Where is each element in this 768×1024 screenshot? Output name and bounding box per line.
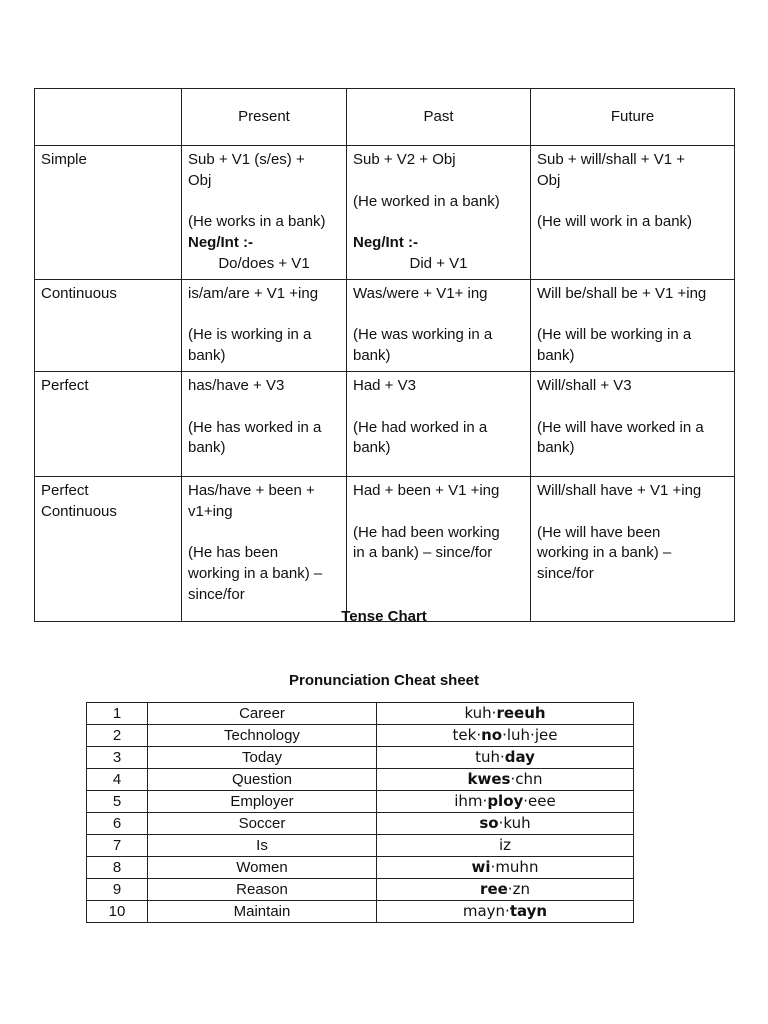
phonetic-text [475,748,535,766]
phonetic-syllable: tek· [452,726,482,744]
tense-cell-label [35,476,182,621]
cell-line: Perfect [41,481,89,499]
pronunciation-word: Soccer [148,813,377,835]
phonetic-syllable: ree [480,880,508,898]
cell-line [353,305,524,326]
cell-line: (He worked in a bank) [353,192,500,210]
cell-line: (He will work in a bank) [537,213,693,231]
tense-row [35,371,735,476]
cell-line: Had + V3 [353,376,416,394]
cell-line: Perfect [41,376,89,394]
pronunciation-phonetic [377,747,634,769]
cell-line: working in a bank) – [537,544,672,562]
pronunciation-phonetic [377,791,634,813]
pronunciation-row [87,747,634,769]
cell-line: Will/shall have + V1 +ing [537,481,702,499]
phonetic-syllable: ·zn [507,880,530,898]
pronunciation-word: Technology [148,725,377,747]
cell-line: Continuous [41,284,117,302]
phonetic-syllable: wi [471,858,491,876]
cell-line: bank) [188,439,226,457]
cell-line [188,192,340,213]
cell-line: working in a bank) – [188,565,323,583]
cell-line [353,212,524,233]
cell-line: has/have + V3 [188,376,285,394]
cell-line: (He is working in a [188,326,312,344]
pronunciation-phonetic [377,725,634,747]
phonetic-syllable: ·luh·jee [502,726,558,744]
phonetic-syllable: day [504,748,535,766]
pronunciation-number: 10 [87,901,148,923]
cell-line: (He was working in a [353,326,493,344]
tense-header-row [35,89,735,146]
cell-line: bank) [537,347,575,365]
pronunciation-word: Career [148,703,377,725]
tense-cell-future [531,371,735,476]
cell-line [353,502,524,523]
tense-cell-future [531,279,735,371]
phonetic-syllable: ·chn [510,770,543,788]
tense-cell-present [182,371,347,476]
cell-line: Neg/Int :- [353,234,418,252]
phonetic-syllable: ·eee [523,792,556,810]
tense-cell-present [182,279,347,371]
tense-cell-present [182,146,347,280]
cell-line: Do/does + V1 [218,254,310,272]
cell-line: Will be/shall be + V1 +ing [537,284,707,302]
cell-line: Had + been + V1 +ing [353,481,500,499]
tense-cell-label [35,279,182,371]
cell-line: Sub + V2 + Obj [353,151,456,168]
tense-cell-past [347,476,531,621]
pronunciation-number: 1 [87,703,148,725]
cell-line: Will/shall + V3 [537,376,632,394]
cell-line: (He had been working [353,523,500,541]
cell-line: Did + V1 [409,254,468,272]
pronunciation-number: 3 [87,747,148,769]
tense-row [35,279,735,371]
pronunciation-phonetic [377,813,634,835]
phonetic-text [453,726,558,744]
phonetic-text [468,770,543,788]
cell-line [188,305,340,326]
pronunciation-number: 6 [87,813,148,835]
pronunciation-phonetic [377,879,634,901]
pronunciation-row [87,901,634,923]
cell-line [353,397,524,418]
phonetic-syllable: kuh· [464,704,497,722]
phonetic-syllable: ·kuh [498,814,531,832]
pronunciation-phonetic [377,901,634,923]
cell-line: since/for [188,585,245,603]
cell-line: Neg/Int :- [188,234,253,252]
pronunciation-word: Question [148,769,377,791]
phonetic-syllable: iz [498,836,512,854]
cell-line: bank) [188,347,226,365]
phonetic-syllable: mayn· [462,902,510,920]
pronunciation-row [87,769,634,791]
pronunciation-number: 4 [87,769,148,791]
pronunciation-number: 9 [87,879,148,901]
pronunciation-number: 2 [87,725,148,747]
cell-line: (He has worked in a [188,418,322,436]
cell-line: since/for [537,565,594,583]
tense-cell-future [531,476,735,621]
pronunciation-row [87,835,634,857]
pronunciation-caption: Pronunciation Cheat sheet [288,672,480,689]
pronunciation-word: Reason [148,879,377,901]
tense-row [35,476,735,621]
phonetic-syllable: ·muhn [490,858,539,876]
pronunciation-row [87,857,634,879]
phonetic-text [479,814,530,832]
tense-header-blank [35,89,182,146]
cell-line: Continuous [41,502,117,520]
tense-cell-past [347,146,531,280]
tense-chart-caption: Tense Chart [341,608,427,625]
tense-cell-label [35,371,182,476]
pronunciation-phonetic [377,857,634,879]
cell-line: (He will have been [537,523,661,541]
cell-line: Obj [537,171,561,189]
cell-line [537,502,728,523]
pronunciation-row [87,879,634,901]
pronunciation-word: Is [148,835,377,857]
cell-line [188,523,340,544]
cell-line [537,192,728,213]
phonetic-text [454,792,556,810]
pronunciation-number: 8 [87,857,148,879]
cell-line: (He will be working in a [537,326,692,344]
phonetic-syllable: ploy [487,792,524,810]
tense-table [34,88,735,622]
pronunciation-row [87,813,634,835]
cell-line: in a bank) – since/for [353,544,493,562]
cell-line [353,171,524,192]
cell-line: is/am/are + V1 +ing [188,284,319,302]
phonetic-syllable: no [481,726,503,744]
cell-line: Obj [188,171,212,189]
phonetic-text [464,704,545,722]
phonetic-syllable: tayn [509,902,548,920]
tense-row [35,146,735,280]
cell-line: bank) [353,347,391,365]
cell-line: bank) [353,439,391,457]
pronunciation-number: 5 [87,791,148,813]
pronunciation-row [87,791,634,813]
cell-line: bank) [537,439,575,457]
cell-line: (He works in a bank) [188,213,326,231]
phonetic-text [499,836,511,854]
cell-line: (He had worked in a [353,418,488,436]
cell-line: Simple [41,151,87,168]
tense-cell-present [182,476,347,621]
pronunciation-phonetic [377,769,634,791]
cell-line: v1+ing [188,502,233,520]
tense-cell-past [347,371,531,476]
pronunciation-word: Today [148,747,377,769]
cell-line: (He has been [188,544,279,562]
phonetic-text [463,902,547,920]
cell-line [188,397,340,418]
phonetic-syllable: ihm· [454,792,488,810]
phonetic-syllable: kwes [467,770,511,788]
cell-line: (He will have worked in a [537,418,704,436]
cell-line: Sub + will/shall + V1 + [537,151,686,168]
pronunciation-number: 7 [87,835,148,857]
pronunciation-row [87,725,634,747]
tense-cell-past [347,279,531,371]
cell-line: Sub + V1 (s/es) + [188,151,305,168]
phonetic-syllable: so [479,814,499,832]
tense-header-present: Present [182,89,347,146]
phonetic-text [472,858,539,876]
phonetic-text [480,880,530,898]
tense-header-future: Future [531,89,735,146]
tense-cell-future [531,146,735,280]
pronunciation-phonetic [377,835,634,857]
cell-line [537,397,728,418]
cell-line [537,305,728,326]
phonetic-syllable: tuh· [475,748,505,766]
pronunciation-word: Women [148,857,377,879]
pronunciation-phonetic [377,703,634,725]
tense-cell-label [35,146,182,280]
pronunciation-word: Maintain [148,901,377,923]
cell-line: Has/have + been + [188,481,315,499]
pronunciation-table [86,702,634,923]
pronunciation-row [87,703,634,725]
tense-header-past: Past [347,89,531,146]
phonetic-syllable: reeuh [496,704,546,722]
pronunciation-word: Employer [148,791,377,813]
cell-line: Was/were + V1+ ing [353,284,488,302]
